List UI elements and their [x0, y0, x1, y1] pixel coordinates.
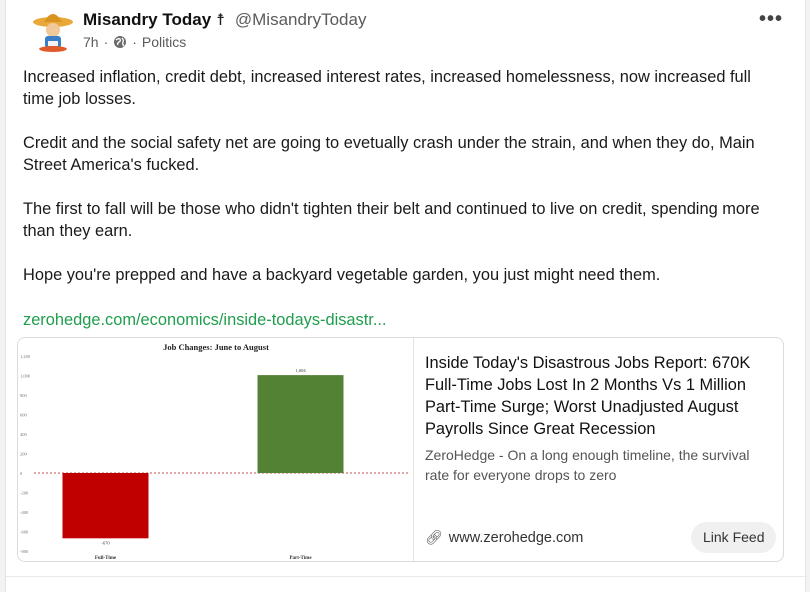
author-handle[interactable]: @MisandryToday — [234, 10, 367, 29]
bar-value-label: -670 — [101, 540, 110, 546]
y-tick-label: 400 — [20, 432, 27, 437]
chart-bar — [258, 375, 344, 473]
preview-description: ZeroHedge - On a long enough timeline, the survival rate for everyone drops to zero — [425, 447, 750, 483]
chart-title: Job Changes: June to August — [163, 342, 269, 352]
post-paragraph: The first to fall will be those who didn't tighten their belt and continued to live on credit, spending more than they earn. — [23, 200, 760, 240]
y-tick-label: 800 — [20, 393, 27, 398]
chart-bar — [63, 473, 149, 538]
avatar[interactable] — [30, 8, 76, 54]
author-name[interactable]: Misandry Today — [83, 10, 212, 29]
y-tick-label: 1,000 — [20, 373, 31, 379]
bar-value-label: 1,004 — [295, 368, 306, 374]
y-tick-label: -400 — [20, 510, 29, 515]
preview-thumbnail[interactable] — [18, 338, 414, 562]
cross-icon: ☨ — [216, 12, 225, 29]
globe-icon — [113, 35, 127, 49]
y-tick-label: -800 — [20, 549, 29, 554]
post-paragraph: Increased inflation, credit debt, increased interest rates, increased homelessness, now increased full time job losses. — [23, 68, 751, 108]
y-tick-label: 0 — [20, 471, 23, 476]
link-feed-button[interactable]: Link Feed — [691, 522, 776, 553]
post-paragraph: Hope you're prepped and have a backyard vegetable garden, you just might need them. — [23, 266, 661, 284]
meta-separator: · — [103, 34, 109, 50]
y-tick-label: 1,200 — [20, 354, 31, 359]
preview-domain-text: www.zerohedge.com — [448, 529, 584, 546]
y-tick-label: -200 — [20, 490, 29, 496]
avatar-image — [30, 8, 76, 54]
post-time[interactable]: 7h — [83, 34, 99, 50]
y-tick-label: -600 — [20, 529, 29, 535]
category-label: Part-Time — [289, 556, 312, 561]
post-card — [5, 0, 806, 592]
preview-title[interactable]: Inside Today's Disastrous Jobs Report: 670K Full-Time Jobs Lost In 2 Months Vs 1 Million Part-Time Surge; Worst Unadjusted August Payrolls Since Great Recession — [425, 354, 751, 438]
link-preview-card[interactable] — [17, 337, 784, 562]
y-tick-label: 600 — [20, 412, 27, 418]
meta-separator: · — [132, 34, 137, 50]
post-category[interactable]: Politics — [141, 34, 187, 50]
more-options-button[interactable]: ••• — [758, 8, 783, 30]
post-paragraph: Credit and the social safety net are going to evetually crash under the strain, and when they do, Main Street America's fucked. — [23, 134, 755, 174]
jobs-chart — [18, 338, 414, 562]
post-link[interactable]: zerohedge.com/economics/inside-todays-disastr... — [23, 311, 387, 329]
category-label: Full-Time — [94, 556, 117, 561]
y-tick-label: 200 — [20, 451, 27, 457]
divider — [6, 576, 807, 577]
preview-domain[interactable] — [425, 529, 583, 546]
post-body — [23, 66, 783, 308]
link-icon: 🔗︎ — [425, 529, 443, 545]
